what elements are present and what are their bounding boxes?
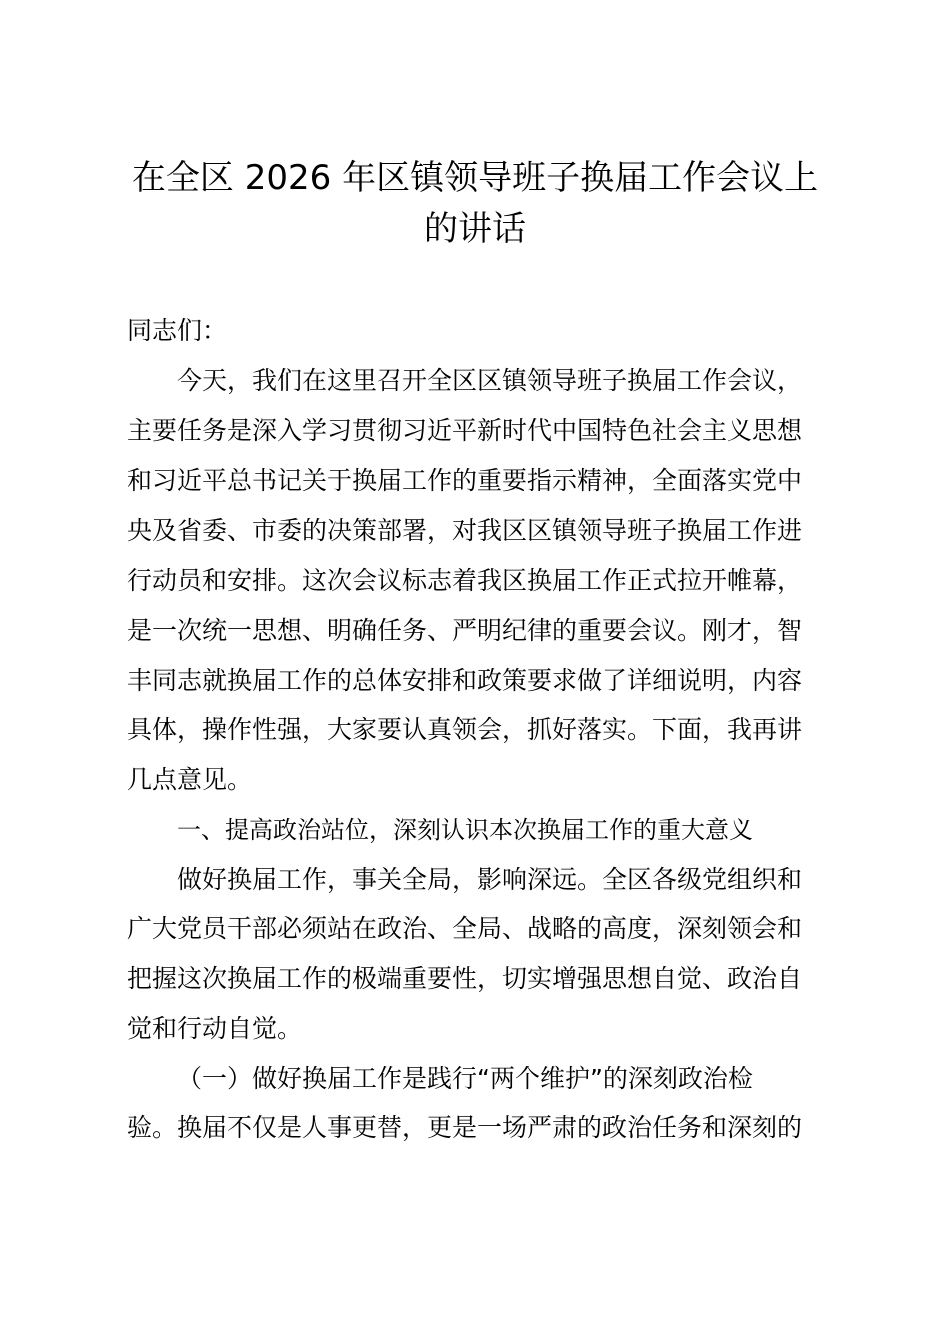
document-title-line-1: 在全区 2026 年区镇领导班子换届工作会议上 [131, 158, 819, 198]
paragraph-1-line-4: 央及省委、市委的决策部署，对我区区镇领导班子换届工作进 [127, 516, 803, 545]
paragraph-1-line-9: 几点意见。 [127, 765, 253, 794]
paragraph-1-line-7: 丰同志就换届工作的总体安排和政策要求做了详细说明，内容 [127, 666, 803, 695]
paragraph-2-line-3: 把握这次换届工作的极端重要性，切实增强思想自觉、政治自 [127, 964, 803, 993]
paragraph-1-line-1: 今天，我们在这里召开全区区镇领导班子换届工作会议， [177, 366, 803, 395]
paragraph-1-line-8: 具体，操作性强，大家要认真领会，抓好落实。下面，我再讲 [127, 715, 803, 744]
paragraph-2-line-2: 广大党员干部必须站在政治、全局、战略的高度，深刻领会和 [127, 914, 803, 943]
paragraph-1-line-6: 是一次统一思想、明确任务、严明纪律的重要会议。刚才，智 [127, 616, 803, 645]
paragraph-3-line-1: （一）做好换届工作是践行“两个维护”的深刻政治检 [177, 1064, 753, 1093]
document-title-line-2: 的讲话 [424, 209, 526, 249]
paragraph-1-line-3: 和习近平总书记关于换届工作的重要指示精神，全面落实党中 [127, 466, 803, 495]
paragraph-2-line-1: 做好换届工作，事关全局，影响深远。全区各级党组织和 [177, 865, 803, 894]
paragraph-1-line-2: 主要任务是深入学习贯彻习近平新时代中国特色社会主义思想 [127, 416, 803, 445]
paragraph-1-line-5: 行动员和安排。这次会议标志着我区换届工作正式拉开帷幕， [127, 566, 803, 595]
paragraph-2-line-4: 觉和行动自觉。 [127, 1014, 303, 1043]
paragraph-3-line-2: 验。换届不仅是人事更替，更是一场严肃的政治任务和深刻的 [127, 1113, 803, 1142]
section-heading-1: 一、提高政治站位，深刻认识本次换届工作的重大意义 [177, 816, 753, 844]
salutation: 同志们： [127, 316, 228, 345]
